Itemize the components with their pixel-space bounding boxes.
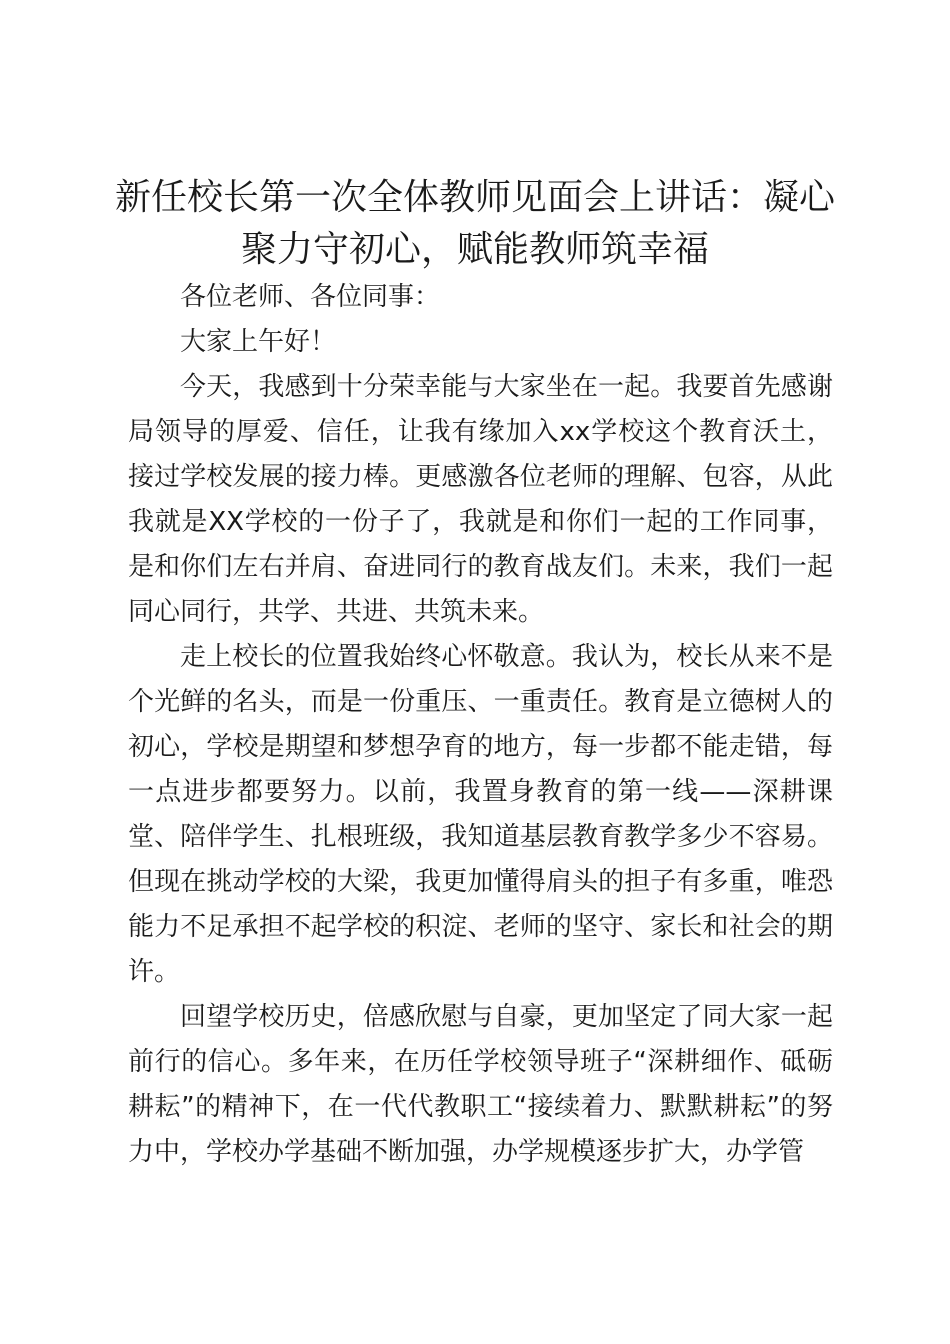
body-paragraph: 回望学校历史，倍感欣慰与自豪，更加坚定了同大家一起前行的信心。多年来，在历任学校领导班子“深耕细作、砥砺耕耘”的精神下，在一代代教职工“接续着力、默默耕耘”的努力中，学校办学基础不断加强，办学规模逐步扩大，办学管	[128, 1002, 833, 1167]
body-paragraph: 今天，我感到十分荣幸能与大家坐在一起。我要首先感谢局领导的厚爱、信任，让我有缘加入xx学校这个教育沃土，接过学校发展的接力棒。更感激各位老师的理解、包容，从此我就是XX学校的一份子了，我就是和你们一起的工作同事，是和你们左右并肩、奋进同行的教育战友们。未来，我们一起同心同行，共学、共进、共筑未来。	[128, 372, 833, 627]
body-paragraph: 走上校长的位置我始终心怀敬意。我认为，校长从来不是个光鲜的名头，而是一份重压、一重责任。教育是立德树人的初心，学校是期望和梦想孕育的地方，每一步都不能走错，每一点进步都要努力。以前，我置身教育的第一线——深耕课堂、陪伴学生、扎根班级，我知道基层教育教学多少不容易。但现在挑动学校的大梁，我更加懂得肩头的担子有多重，唯恐能力不足承担不起学校的积淀、老师的坚守、家长和社会的期许。	[128, 642, 833, 987]
document-title: 新任校长第一次全体教师见面会上讲话：凝心聚力守初心，赋能教师筑幸福	[114, 177, 835, 270]
salutation-paragraph: 各位老师、各位同事：	[180, 282, 441, 312]
document-body	[128, 275, 833, 1175]
greeting-paragraph: 大家上午好！	[180, 327, 337, 357]
